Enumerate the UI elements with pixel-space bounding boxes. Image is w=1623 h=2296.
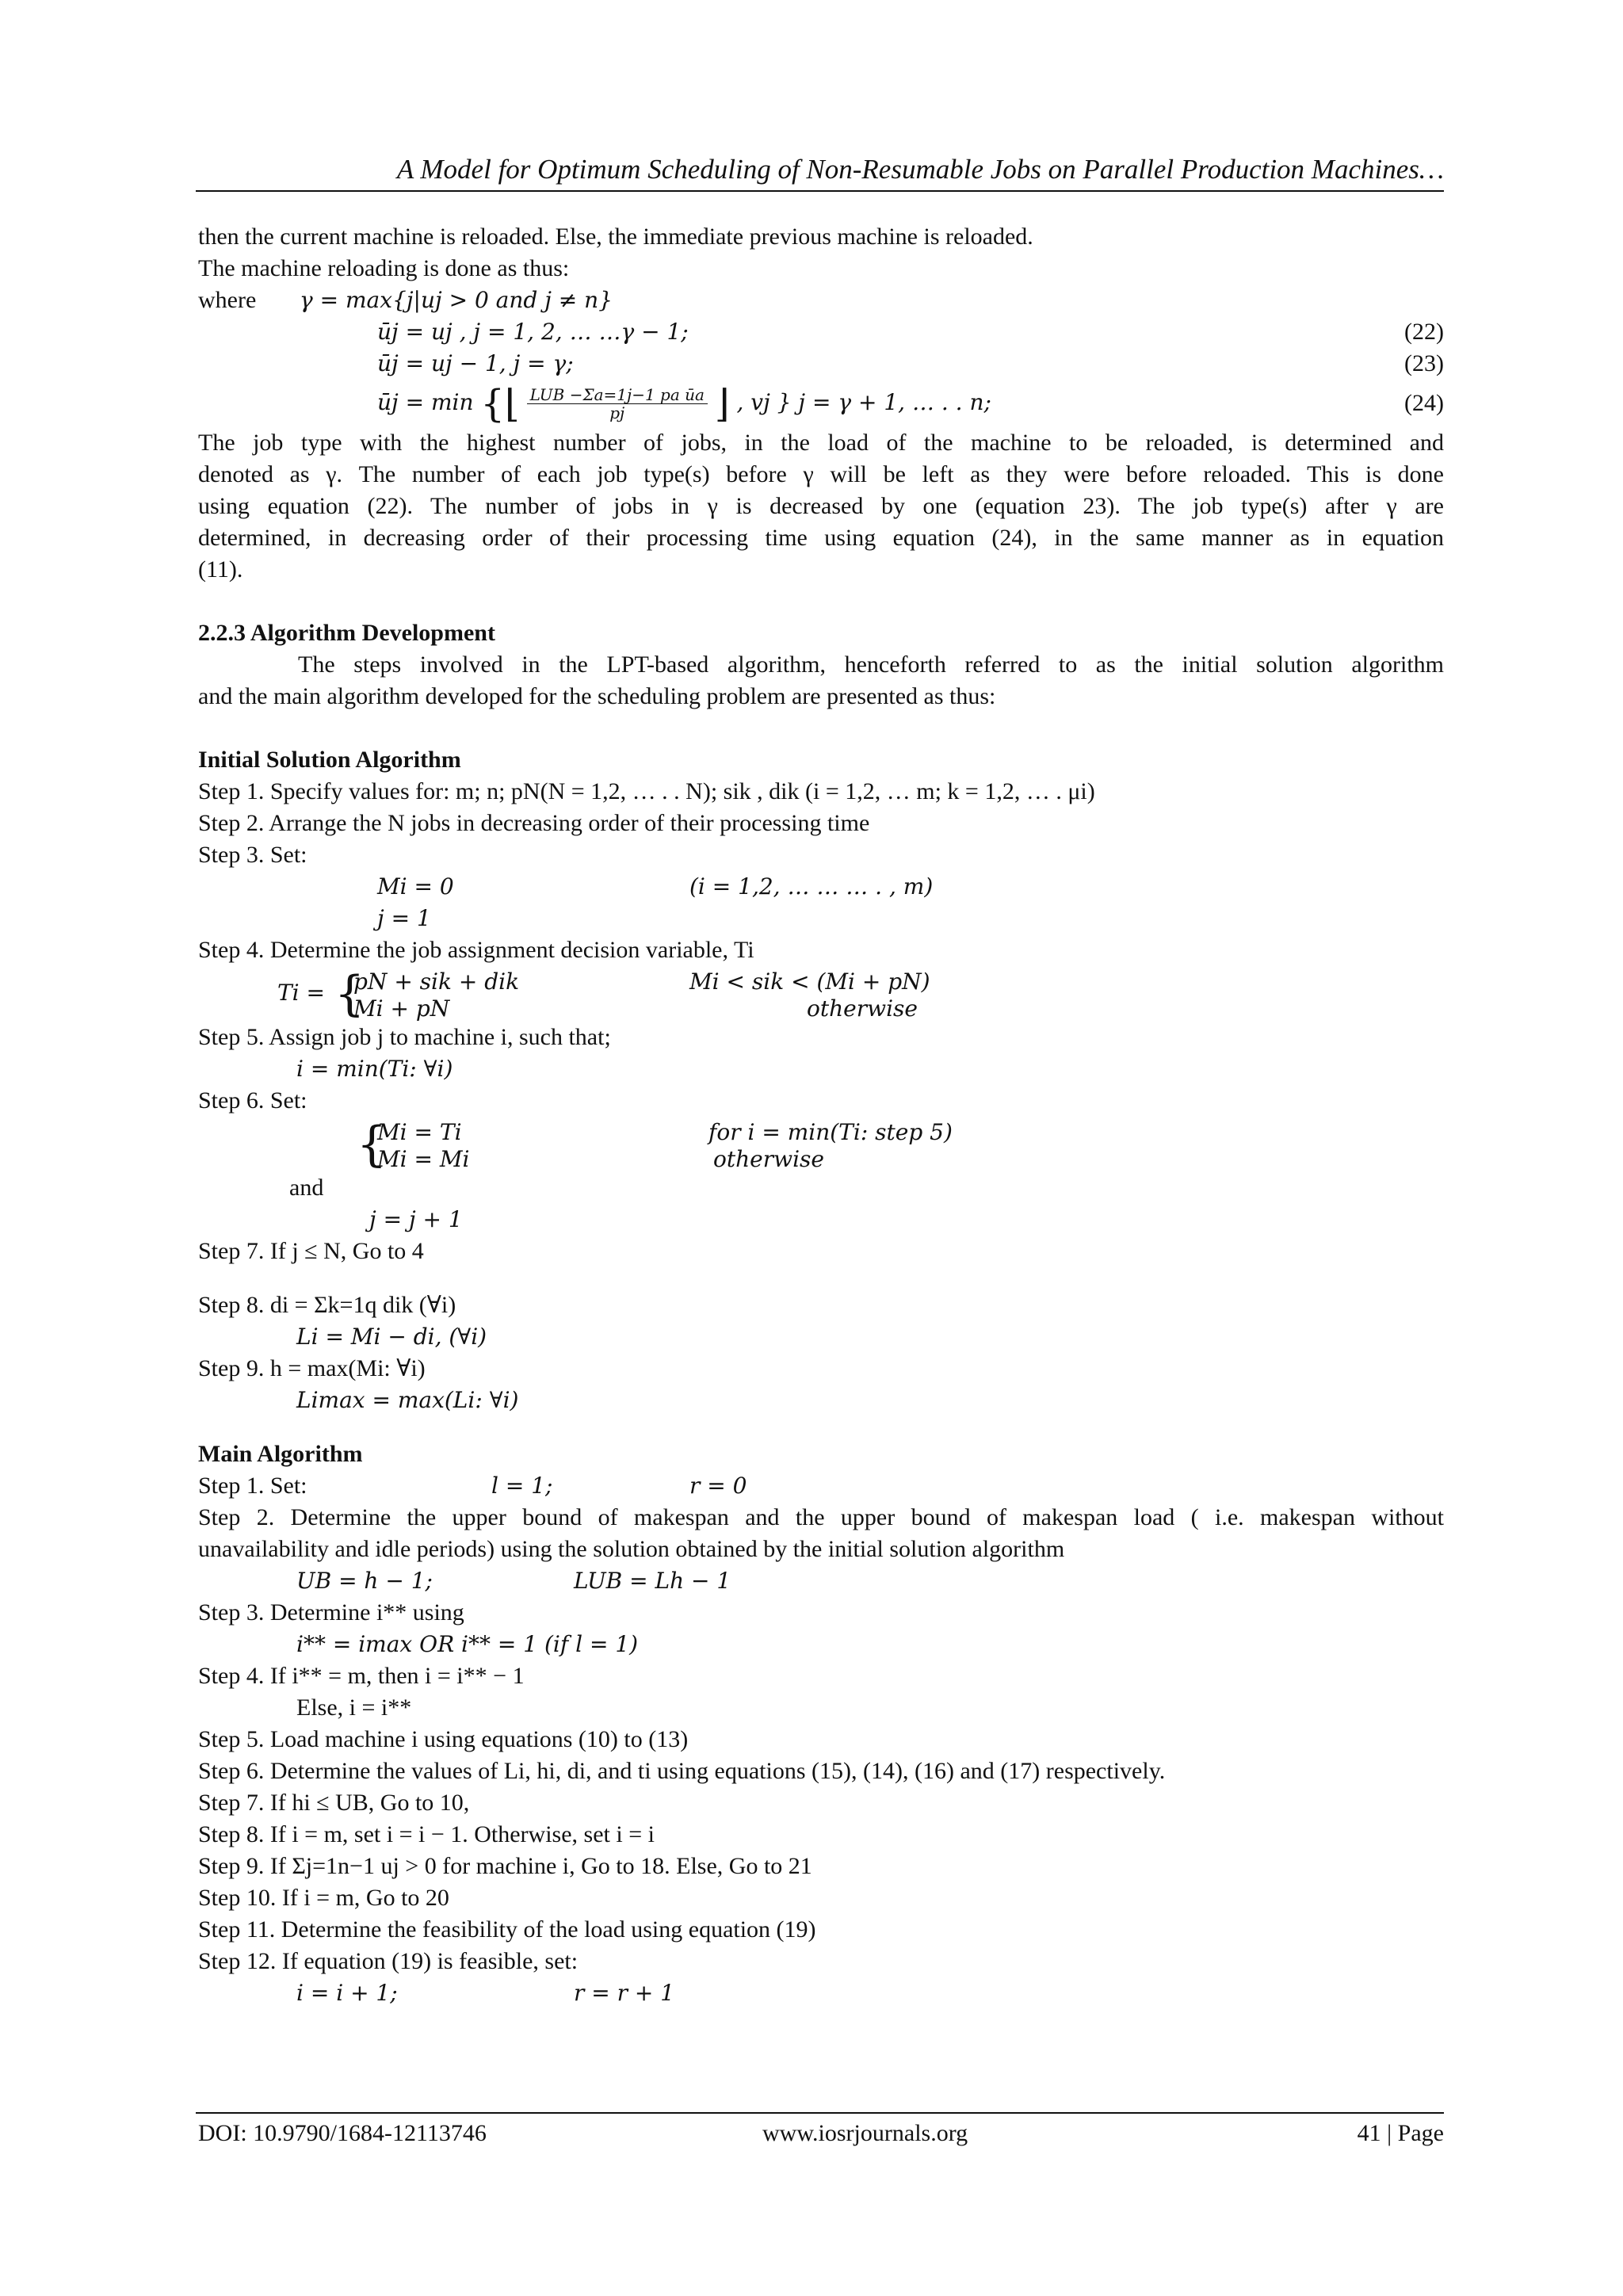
initial-step-6: Step 6. Set: [198,1087,307,1114]
equation-24-fraction [527,386,708,422]
i-increment: i = i + 1; [296,1980,398,2006]
equation-24-body [377,381,991,426]
initial-step-9: Step 9. h = max(Mi: ∀i) [198,1355,426,1381]
step-4-else: Else, i = i** [296,1694,412,1721]
initial-step-4-cases [198,966,1444,1022]
ti-lhs: Ti = [277,980,325,1006]
intro-line-1: then the current machine is reloaded. Else, the immediate previous machine is reloaded. [198,223,1033,250]
spacer [198,1416,1444,1438]
mi-case-1: Mi = Ti [377,1119,462,1145]
main-step-6: Step 6. Determine the values of Li, hi, di, and ti using equations (15), (14), (16) and (17) respectively. [198,1758,1166,1784]
equation-24-lhs: ūj = min [377,389,474,415]
equation-23-body: ūj = uj − 1, j = γ; [377,350,574,376]
initial-step-3-mi [198,871,1444,903]
fraction-numerator: LUB −Σa=1j−1 pa ūa [527,386,708,404]
equation-22-number: (22) [1404,319,1444,345]
equation-24 [198,380,1444,427]
main-algorithm-heading: Main Algorithm [198,1441,363,1467]
left-brace: {⌊ [480,381,520,426]
spacer [198,1267,1444,1289]
lub-equation: LUB = Lh − 1 [574,1568,731,1594]
running-title: A Model for Optimum Scheduling of Non-Resumable Jobs on Parallel Production Machines… [396,154,1444,185]
main-step-2-bounds [198,1565,1444,1597]
initial-step-5-eq [198,1053,1444,1085]
main-step-5: Step 5. Load machine i using equations (10) to (13) [198,1726,689,1752]
para1-line-3: using equation (22). The number of jobs in γ is decreased by one (equation 23). The job type(s) after γ are [198,493,1444,519]
footer-doi: DOI: 10.9790/1684-12113746 [198,2120,487,2146]
equation-24-number: (24) [1404,390,1444,416]
step-5-equation: i = min(Ti: ∀i) [296,1056,453,1082]
ti-case-1-condition: Mi < sik < (Mi + pN) [689,968,930,995]
section-line-2: and the main algorithm developed for the scheduling problem are presented as thus: [198,683,996,709]
main-step-12-set [198,1977,1444,2009]
main-step-7: Step 7. If hi ≤ UB, Go to 10, [198,1790,470,1816]
i-star-equation: i** = imax OR i** = 1 (if l = 1) [296,1631,639,1657]
main-step-1-r: r = 0 [689,1473,747,1499]
mi-case-2: Mi = Mi [377,1146,470,1172]
section-heading: 2.2.3 Algorithm Development [198,620,495,646]
header-rule [196,190,1444,192]
footer-rule [196,2112,1444,2114]
main-step-8: Step 8. If i = m, set i = i − 1. Otherwise, set i = i [198,1821,655,1847]
para1-line-4: determined, in decreasing order of their processing time using equation (24), in the same manner as in equation [198,525,1444,551]
limax-equation: Limax = max(Li: ∀i) [296,1387,519,1413]
para1-line-2: denoted as γ. The number of each job type(s) before γ will be left as they were before reloaded. This is done [198,461,1444,487]
initial-step-8: Step 8. di = Σk=1q dik (∀i) [198,1292,456,1318]
right-floor: ⌋ [714,381,730,426]
equation-24-rhs: , vj } j = γ + 1, … . . n; [736,389,991,415]
main-step-3-eq [198,1629,1444,1660]
equation-23-number: (23) [1404,350,1444,376]
para1-line-5: (11). [198,556,243,583]
j-increment: j = j + 1 [369,1206,463,1232]
main-step-10: Step 10. If i = m, Go to 20 [198,1885,449,1911]
spacer [198,586,1444,617]
body-text [198,221,1444,2009]
main-step-12: Step 12. If equation (19) is feasible, set: [198,1948,579,1974]
equation-22-body: ūj = uj , j = 1, 2, … …γ − 1; [377,319,689,345]
gamma-definition-line [198,285,1444,316]
r-increment: r = r + 1 [574,1980,675,2006]
mi-zero: Mi = 0 [377,873,454,900]
main-step-4-else [198,1692,1444,1724]
initial-step-3: Step 3. Set: [198,842,307,868]
initial-step-1: Step 1. Specify values for: m; n; pN(N = 1,2, … . . N); sik , dik (i = 1,2, … m; k = 1,2, … . μi) [198,778,1095,804]
equation-23 [198,348,1444,380]
main-step-4: Step 4. If i** = m, then i = i** − 1 [198,1663,525,1689]
initial-step-4: Step 4. Determine the job assignment decision variable, Ti [198,937,754,963]
fraction-denominator: pj [609,403,625,422]
initial-step-6-j [198,1204,1444,1236]
main-step-1-label: Step 1. Set: [198,1473,307,1499]
mi-range: (i = 1,2, … … … . , m) [689,873,934,900]
ti-case-2-condition: otherwise [807,995,918,1022]
initial-step-9-b [198,1385,1444,1416]
main-step-9: Step 9. If Σj=1n−1 uj > 0 for machine i, Go to 18. Else, Go to 21 [198,1853,812,1879]
li-equation: Li = Mi − di, (∀i) [296,1324,487,1350]
ti-case-1: pN + sik + dik [353,968,520,995]
intro-line-2: The machine reloading is done as thus: [198,255,570,281]
initial-step-7: Step 7. If j ≤ N, Go to 4 [198,1238,424,1264]
para1-line-1: The job type with the highest number of jobs, in the load of the machine to be reloaded, is determined and [198,430,1444,456]
where-label: where [198,287,257,313]
initial-step-8-b [198,1321,1444,1353]
main-step-1-l: l = 1; [491,1473,553,1499]
initial-step-2: Step 2. Arrange the N jobs in decreasing order of their processing time [198,810,870,836]
initial-step-6-cases [198,1117,1444,1172]
footer-site: www.iosrjournals.org [762,2120,968,2146]
section-line-1: The steps involved in the LPT-based algorithm, henceforth referred to as the initial solution algorithm [298,651,1444,678]
initial-step-5: Step 5. Assign job j to machine i, such that; [198,1024,611,1050]
main-step-2-line-2: unavailability and idle periods) using the solution obtained by the initial solution algorithm [198,1536,1065,1562]
spacer [198,712,1444,744]
initial-step-3-j [198,903,1444,934]
main-step-3: Step 3. Determine i** using [198,1599,464,1626]
ti-case-2: Mi + pN [353,995,450,1022]
main-step-2-line-1: Step 2. Determine the upper bound of makespan and the upper bound of makespan load ( i.e. makespan without [198,1504,1444,1530]
mi-case-2-condition: otherwise [713,1146,824,1172]
main-step-1 [198,1470,1444,1502]
initial-algorithm-heading: Initial Solution Algorithm [198,747,461,773]
mi-case-1-condition: for i = min(Ti: step 5) [708,1119,953,1145]
gamma-definition: γ = max{j|uj > 0 and j ≠ n} [300,287,613,313]
j-one: j = 1 [377,905,431,931]
cases-brace: { [334,966,365,1022]
footer-page-number: 41 | Page [1357,2120,1444,2146]
main-step-11: Step 11. Determine the feasibility of the load using equation (19) [198,1916,816,1943]
cases-brace: { [357,1117,388,1172]
ub-equation: UB = h − 1; [296,1568,433,1594]
equation-22 [198,316,1444,348]
initial-step-6-and: and [289,1175,324,1201]
